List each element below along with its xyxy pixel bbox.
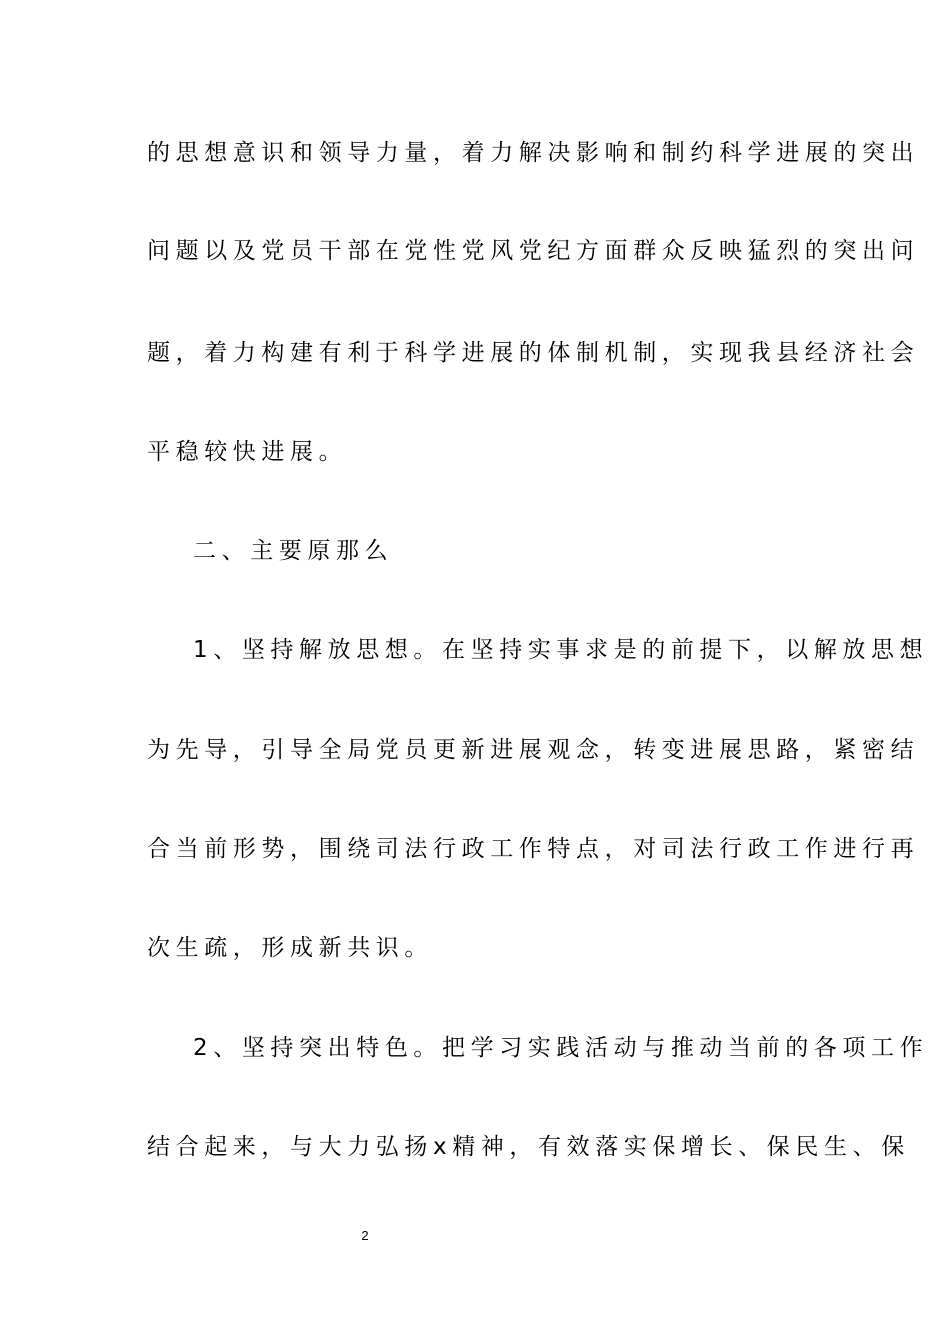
paragraph-line: 平稳较快进展。 (147, 439, 348, 465)
paragraph-line: 结合起来，与大力弘扬x精神，有效落实保增长、保民生、保 (147, 1134, 910, 1160)
paragraph-line: 为先导，引导全局党员更新进展观念，转变进展思路，紧密结 (147, 737, 920, 763)
paragraph-line: 问题以及党员干部在党性党风党纪方面群众反映猛烈的突出问 (147, 238, 920, 264)
page-number: 2 (361, 1228, 369, 1243)
section-heading: 二、主要原那么 (193, 538, 394, 564)
paragraph-line: 合当前形势，围绕司法行政工作特点，对司法行政工作进行再 (147, 836, 920, 862)
paragraph-line: 题，着力构建有利于科学进展的体制机制，实现我县经济社会 (147, 340, 920, 366)
paragraph-line: 次生疏，形成新共识。 (147, 935, 433, 961)
paragraph-line: 1、坚持解放思想。在坚持实事求是的前提下，以解放思想 (193, 637, 929, 663)
paragraph-line: 2、坚持突出特色。把学习实践活动与推动当前的各项工作 (193, 1035, 929, 1061)
paragraph-line: 的思想意识和领导力量，着力解决影响和制约科学进展的突出 (147, 140, 920, 166)
